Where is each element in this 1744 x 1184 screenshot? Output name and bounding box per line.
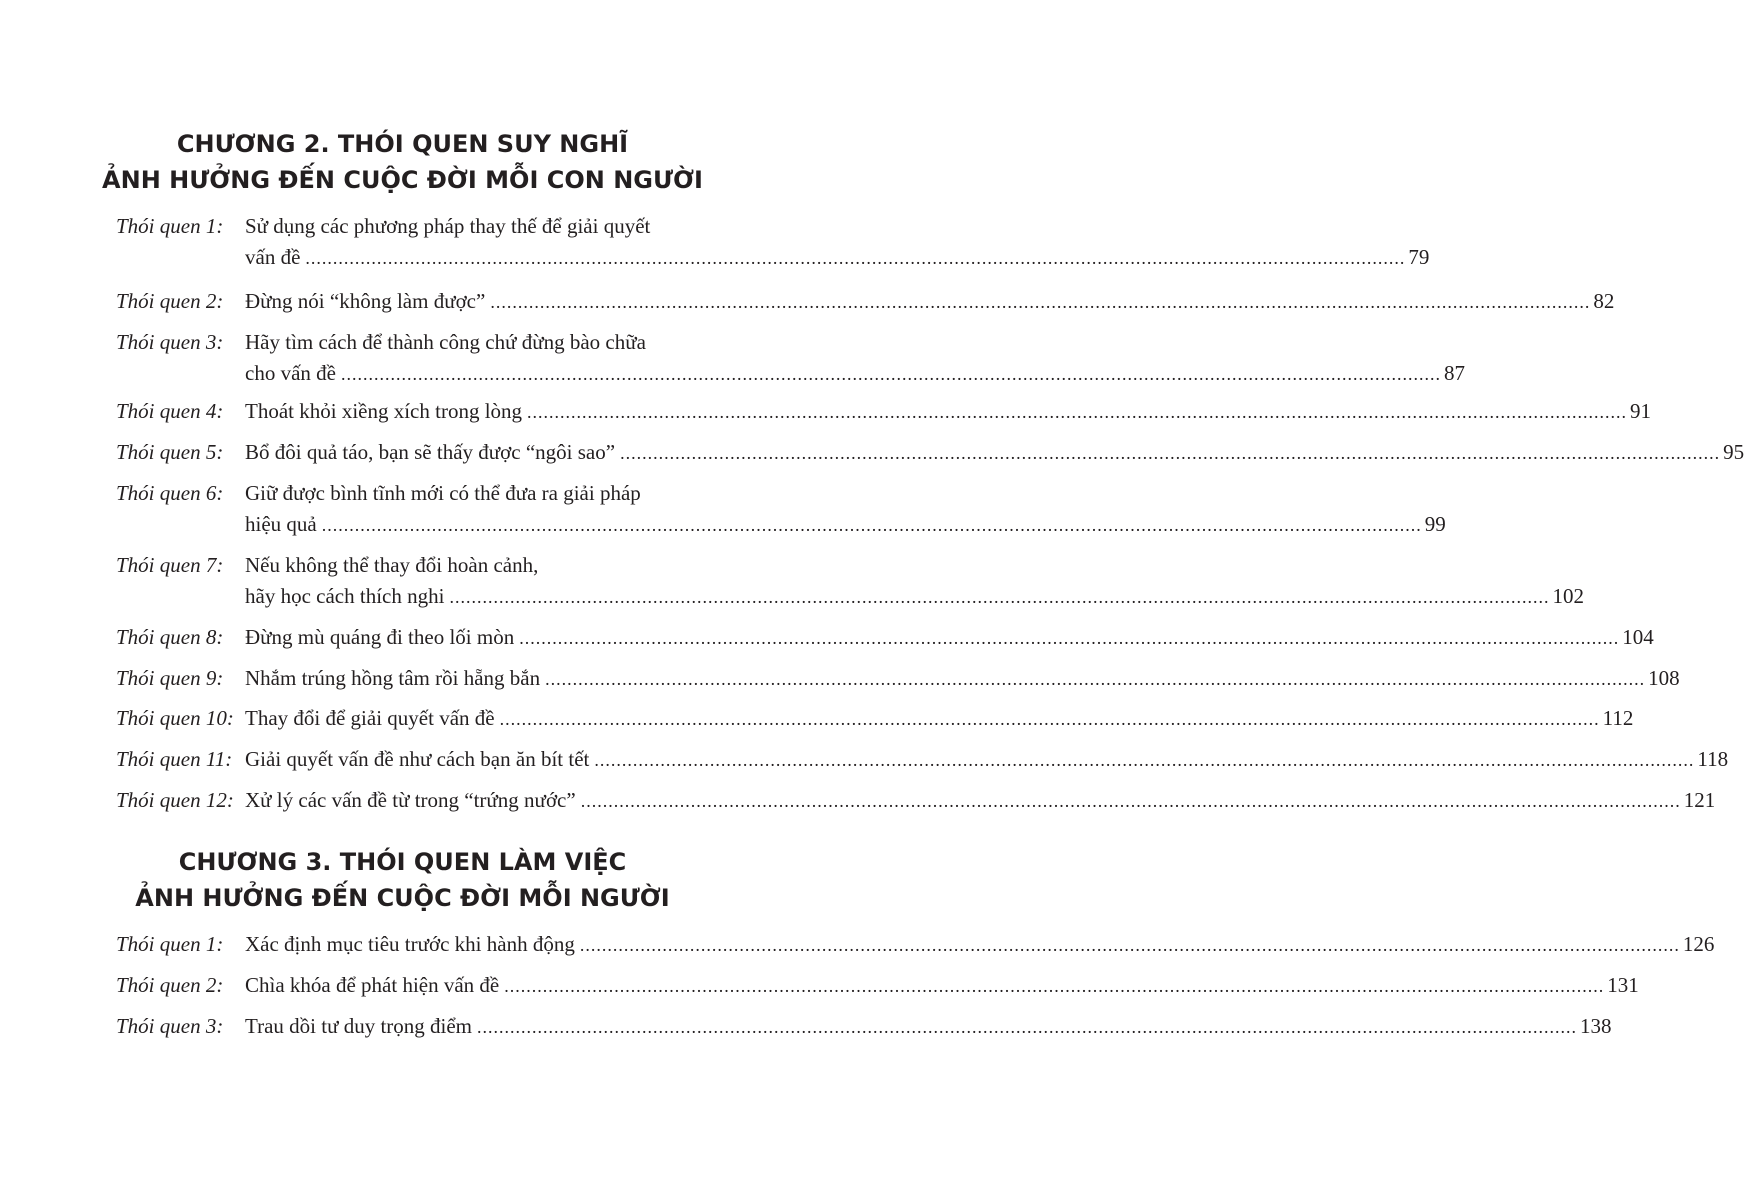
toc-entry-title: Đừng mù quáng đi theo lối mòn bbox=[245, 622, 516, 653]
toc-entry-title: Xác định mục tiêu trước khi hành động bbox=[245, 929, 577, 960]
chapter-3-heading bbox=[0, 844, 805, 916]
toc-entry-title: Đừng nói “không làm được” bbox=[245, 286, 487, 317]
toc-page-number: 99 bbox=[1424, 512, 1446, 536]
chapter-title-line: ẢNH HƯỞNG ĐẾN CUỘC ĐỜI MỖI CON NGƯỜI bbox=[102, 166, 703, 194]
toc-page-number: 87 bbox=[1443, 361, 1465, 385]
toc-entry-label: Thói quen 1: bbox=[116, 214, 224, 238]
toc-entry-label: Thói quen 5: bbox=[116, 440, 224, 464]
dot-leader: ........................................................................................................................................................................................................ bbox=[527, 402, 1628, 422]
toc-entry-title: Nhắm trúng hồng tâm rồi hẵng bắn bbox=[245, 663, 542, 694]
dot-leader: ........................................................................................................................................................................................................ bbox=[579, 935, 1680, 955]
toc-entry-title: Hãy tìm cách để thành công chứ đừng bào chữa bbox=[245, 330, 646, 354]
toc-page-number: 118 bbox=[1697, 747, 1729, 771]
toc-entry[interactable] bbox=[116, 703, 1634, 734]
dot-leader: ........................................................................................................................................................................................................ bbox=[594, 750, 1695, 770]
toc-entry[interactable] bbox=[116, 785, 1716, 816]
toc-entry[interactable] bbox=[116, 327, 1465, 389]
toc-entry-title: Xử lý các vấn đề từ trong “trứng nước” bbox=[245, 785, 578, 816]
toc-entry-title-continued: hãy học cách thích nghi bbox=[245, 581, 446, 612]
toc-entry-title: Chìa khóa để phát hiện vấn đề bbox=[245, 970, 501, 1001]
toc-entry[interactable] bbox=[116, 211, 1430, 273]
toc-entry[interactable] bbox=[116, 478, 1446, 540]
dot-leader: ........................................................................................................................................................................................................ bbox=[519, 628, 1620, 648]
toc-entry-label: Thói quen 11: bbox=[116, 747, 233, 771]
toc-page-number: 102 bbox=[1552, 584, 1584, 608]
dot-leader: ........................................................................................................................................................................................................ bbox=[490, 292, 1591, 312]
dot-leader: ........................................................................................................................................................................................................ bbox=[305, 248, 1406, 268]
dot-leader: ........................................................................................................................................................................................................ bbox=[499, 709, 1600, 729]
toc-entry-title: Trau dồi tư duy trọng điểm bbox=[245, 1011, 474, 1042]
dot-leader: ........................................................................................................................................................................................................ bbox=[580, 791, 1681, 811]
toc-page-number: 131 bbox=[1607, 973, 1639, 997]
toc-entry-label: Thói quen 8: bbox=[116, 625, 224, 649]
dot-leader: ........................................................................................................................................................................................................ bbox=[545, 669, 1646, 689]
toc-page-number: 82 bbox=[1593, 289, 1615, 313]
dot-leader: ........................................................................................................................................................................................................ bbox=[321, 515, 1422, 535]
chapter-title-line: CHƯƠNG 2. THÓI QUEN SUY NGHĨ bbox=[176, 130, 629, 158]
toc-page-number: 95 bbox=[1723, 440, 1744, 464]
toc-entry-label: Thói quen 12: bbox=[116, 788, 234, 812]
toc-entry-title: Sử dụng các phương pháp thay thế để giải quyết bbox=[245, 214, 651, 238]
chapter-title-line: ẢNH HƯỞNG ĐẾN CUỘC ĐỜI MỖI NGƯỜI bbox=[135, 884, 670, 912]
toc-entry[interactable] bbox=[116, 970, 1639, 1001]
toc-page-number: 138 bbox=[1580, 1014, 1612, 1038]
chapter-2-heading bbox=[0, 126, 805, 198]
toc-entry-label: Thói quen 3: bbox=[116, 1014, 224, 1038]
toc-entry[interactable] bbox=[116, 929, 1715, 960]
toc-entry-title: Thoát khỏi xiềng xích trong lòng bbox=[245, 396, 524, 427]
toc-entry-title: Giữ được bình tĩnh mới có thể đưa ra giải pháp bbox=[245, 481, 641, 505]
toc-entry-title: Giải quyết vấn đề như cách bạn ăn bít tết bbox=[245, 744, 591, 775]
toc-entry-title-continued: vấn đề bbox=[245, 242, 302, 273]
toc-page-number: 91 bbox=[1630, 399, 1652, 423]
toc-page-number: 112 bbox=[1602, 706, 1634, 730]
toc-entry-label: Thói quen 7: bbox=[116, 553, 224, 577]
toc-entry[interactable] bbox=[116, 396, 1652, 427]
toc-entry[interactable] bbox=[116, 663, 1680, 694]
toc-entry[interactable] bbox=[116, 622, 1654, 653]
toc-entry[interactable] bbox=[116, 1011, 1612, 1042]
dot-leader: ........................................................................................................................................................................................................ bbox=[620, 443, 1721, 463]
toc-entry-label: Thói quen 3: bbox=[116, 330, 224, 354]
dot-leader: ........................................................................................................................................................................................................ bbox=[449, 587, 1550, 607]
toc-page-number: 108 bbox=[1648, 666, 1680, 690]
toc-page-number: 104 bbox=[1622, 625, 1654, 649]
toc-page-number: 126 bbox=[1682, 932, 1715, 956]
dot-leader: ........................................................................................................................................................................................................ bbox=[477, 1017, 1578, 1037]
toc-entry-title-continued: cho vấn đề bbox=[245, 358, 338, 389]
toc-entry-title: Nếu không thể thay đổi hoàn cảnh, bbox=[245, 553, 539, 577]
dot-leader: ........................................................................................................................................................................................................ bbox=[504, 976, 1605, 996]
dot-leader: ........................................................................................................................................................................................................ bbox=[340, 364, 1441, 384]
toc-entry-label: Thói quen 9: bbox=[116, 666, 224, 690]
toc-page-number: 121 bbox=[1683, 788, 1716, 812]
toc-entry-label: Thói quen 1: bbox=[116, 932, 224, 956]
toc-entry-label: Thói quen 10: bbox=[116, 706, 234, 730]
toc-entry-label: Thói quen 6: bbox=[116, 481, 224, 505]
toc-entry[interactable] bbox=[116, 286, 1615, 317]
toc-entry-label: Thói quen 2: bbox=[116, 289, 224, 313]
toc-page-number: 79 bbox=[1408, 245, 1430, 269]
toc-entry[interactable] bbox=[116, 744, 1729, 775]
toc-entry-label: Thói quen 2: bbox=[116, 973, 224, 997]
toc-entry-label: Thói quen 4: bbox=[116, 399, 224, 423]
toc-entry-title-continued: hiệu quả bbox=[245, 509, 319, 540]
toc-entry[interactable] bbox=[116, 437, 1744, 468]
chapter-title-line: CHƯƠNG 3. THÓI QUEN LÀM VIỆC bbox=[178, 848, 627, 876]
toc-entry-title: Thay đổi để giải quyết vấn đề bbox=[245, 703, 497, 734]
toc-entry-title: Bổ đôi quả táo, bạn sẽ thấy được “ngôi sao” bbox=[245, 437, 617, 468]
toc-entry[interactable] bbox=[116, 550, 1584, 612]
